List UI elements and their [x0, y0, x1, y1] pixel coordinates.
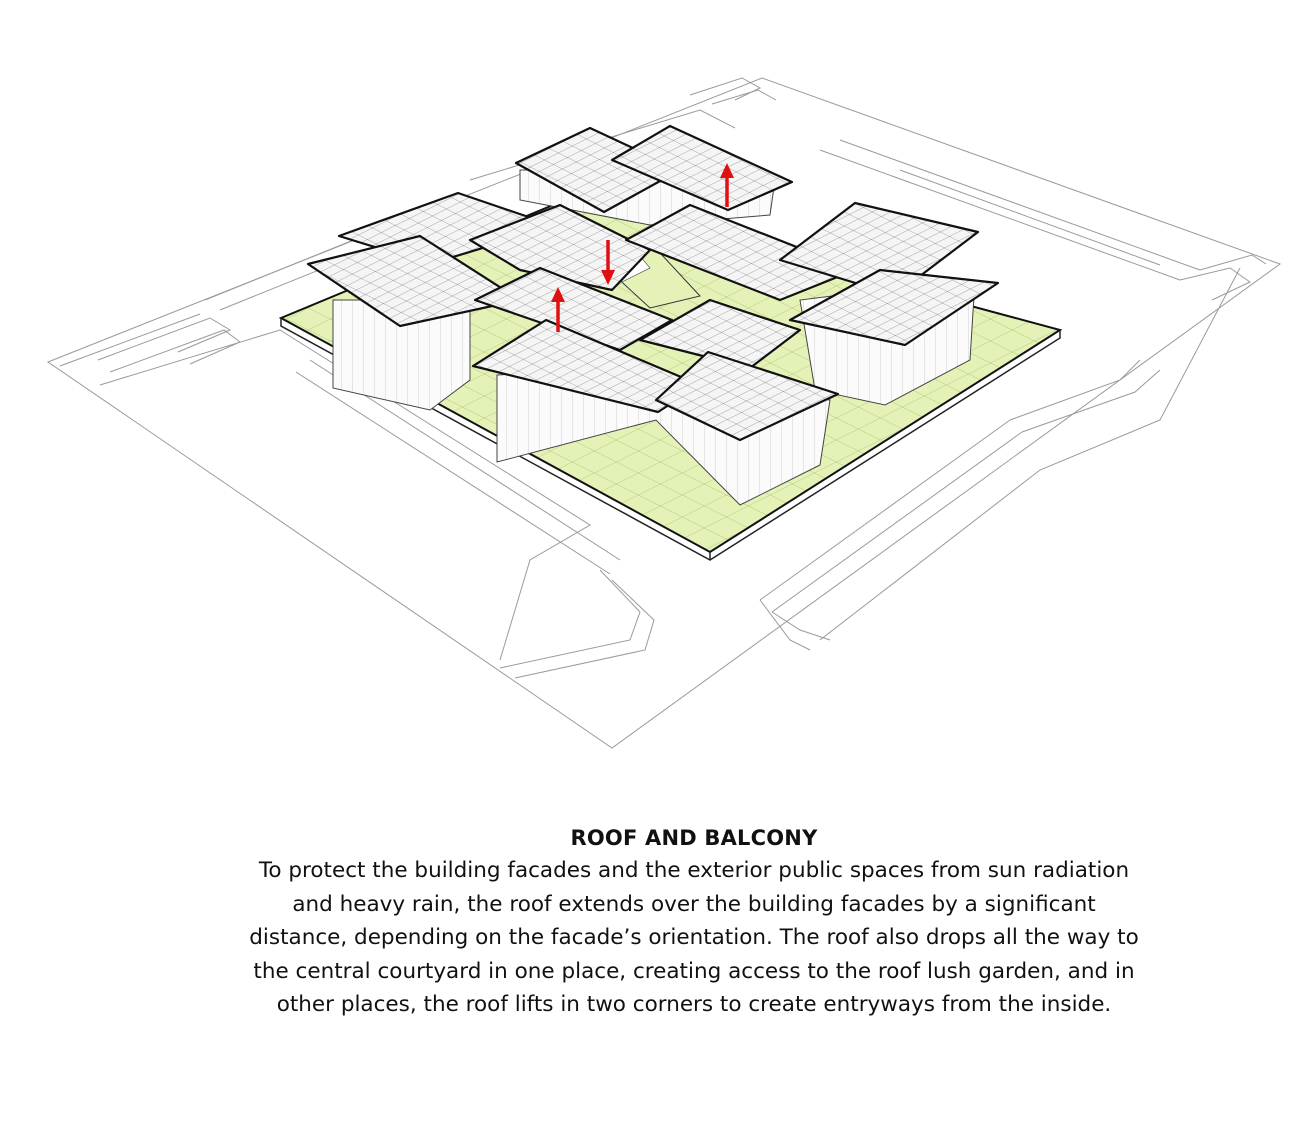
caption-title: ROOF AND BALCONY [570, 826, 818, 850]
caption [249, 826, 1139, 1022]
caption-body: To protect the building facades and the exterior public spaces from sun radiation and heavy rain, the roof extends over the building facades by a significant distance, depending on the facade’s orientation. The roof also drops all the way to the central courtyard in one place, creating access to the roof lush garden, and in other places, the roof lifts in two corners to create entryways from the inside. [249, 858, 1139, 1017]
